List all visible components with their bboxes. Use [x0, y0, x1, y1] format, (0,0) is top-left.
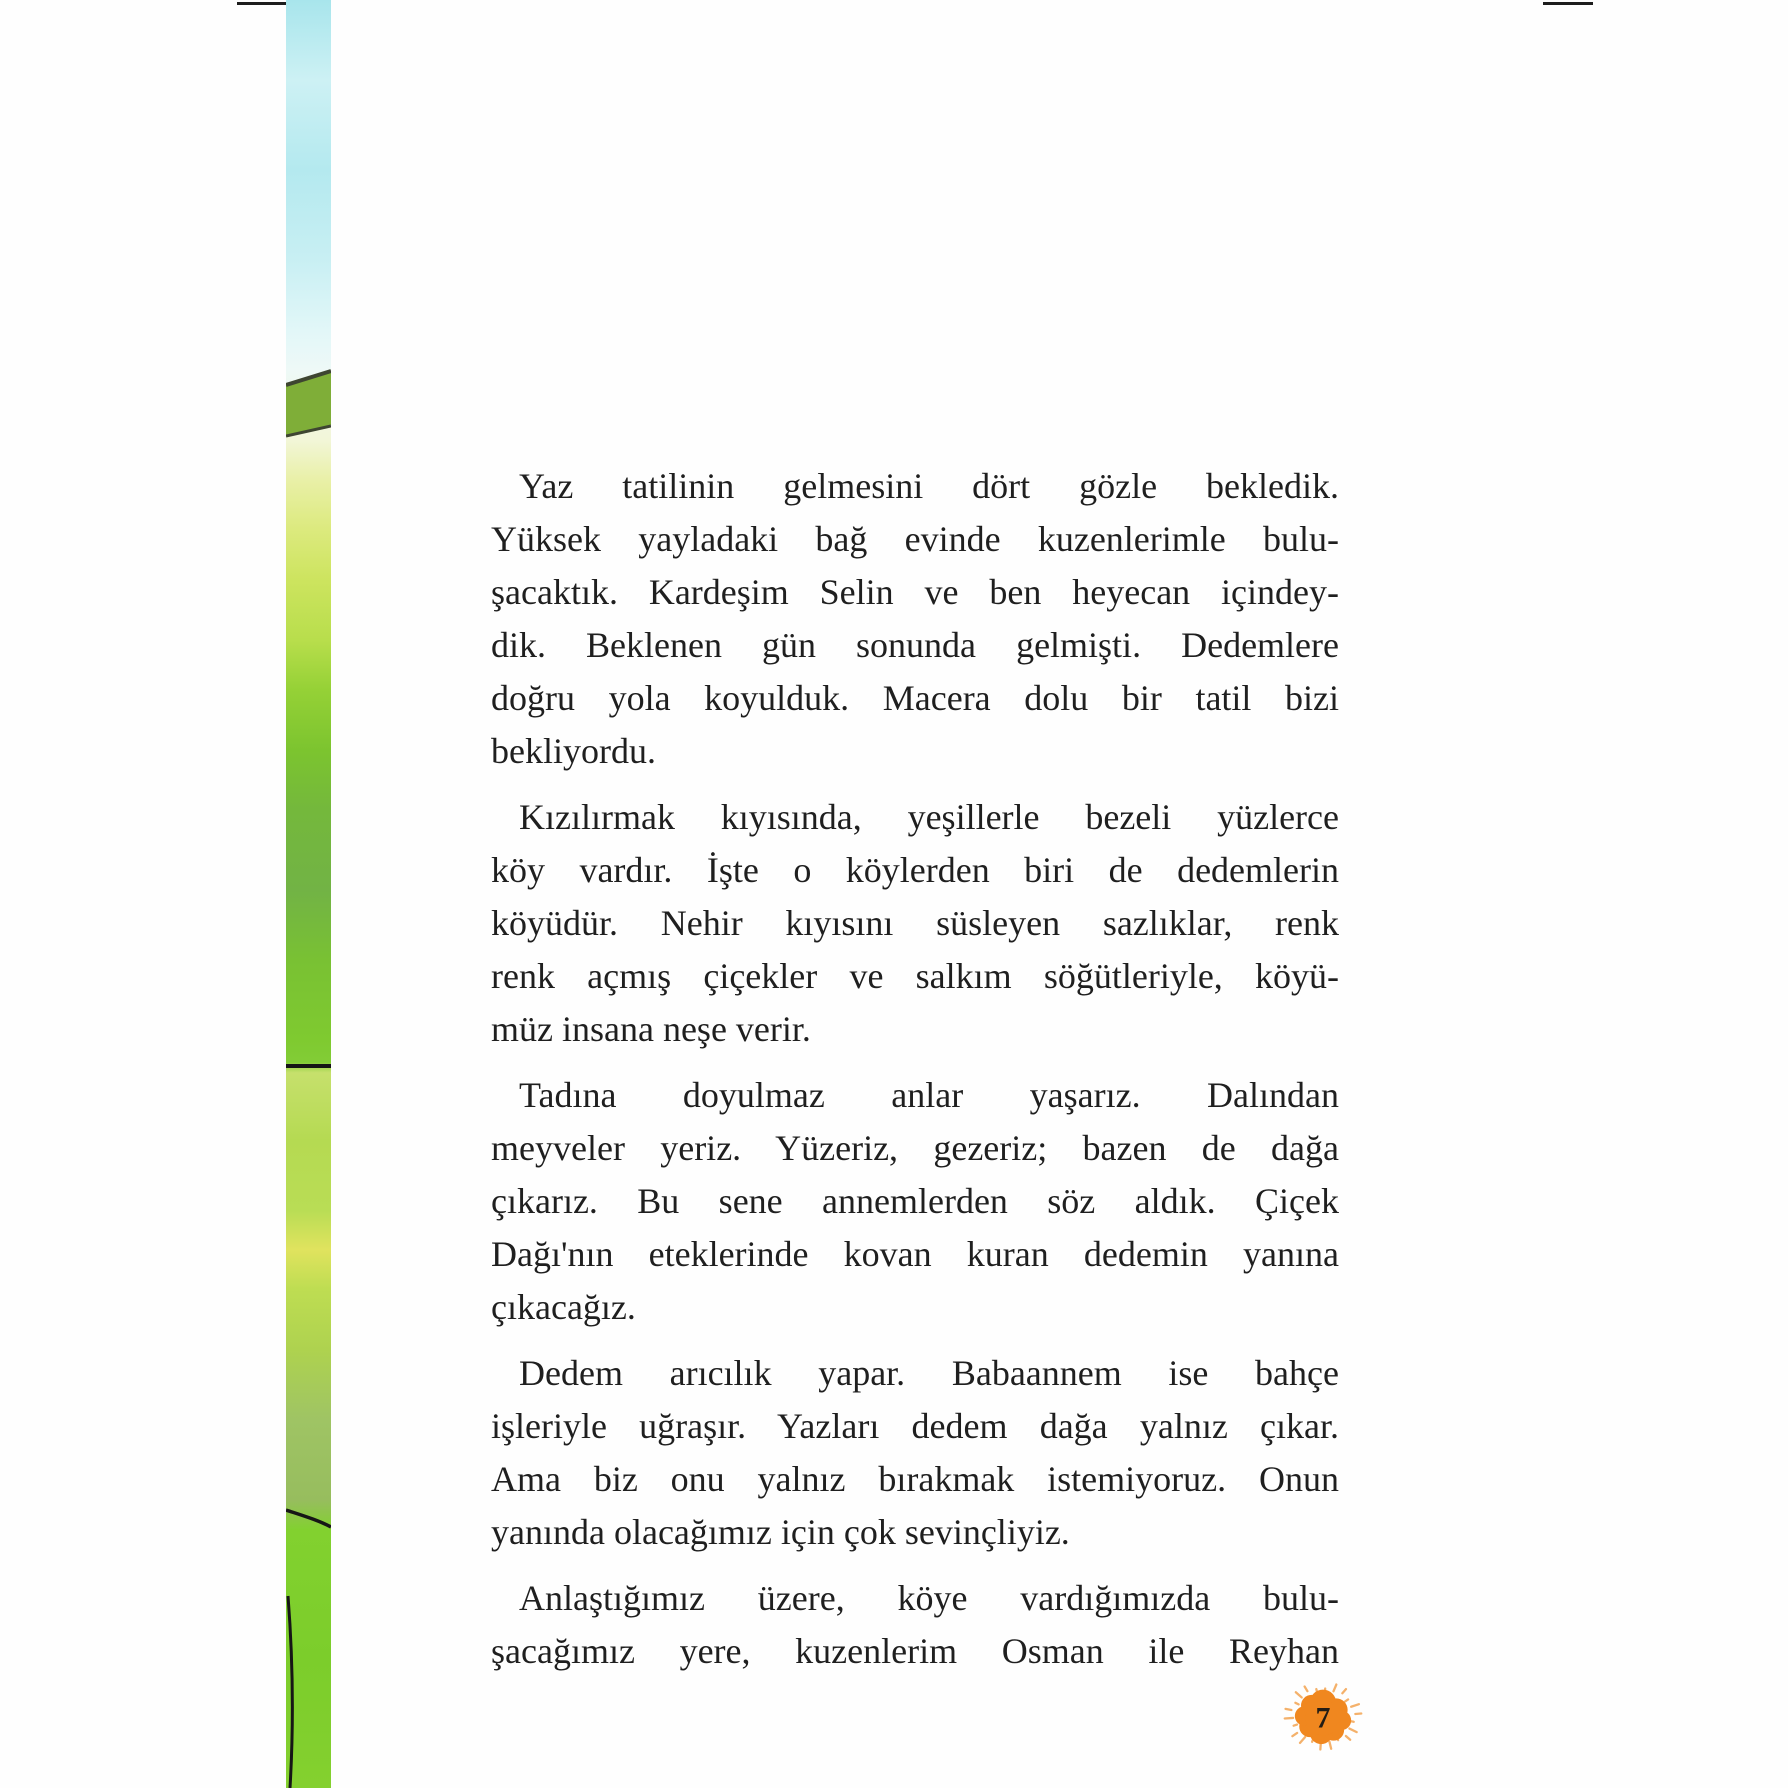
- text-line: renk açmış çiçekler ve salkım söğütleriyle, köyü-: [491, 956, 1339, 996]
- text-line: çıkacağız.: [491, 1287, 636, 1327]
- text-line: dik. Beklenen gün sonunda gelmişti. Dedemlere: [491, 625, 1339, 665]
- text-line: Kızılırmak kıyısında, yeşillerle bezeli yüzlerce: [519, 797, 1339, 837]
- paragraph-2: [491, 791, 1339, 1056]
- text-line: şacaktık. Kardeşim Selin ve ben heyecan içindey-: [491, 572, 1339, 612]
- text-line: yanında olacağımız için çok sevinçliyiz.: [491, 1512, 1070, 1552]
- text-line: müz insana neşe verir.: [491, 1009, 811, 1049]
- text-line: doğru yola koyulduk. Macera dolu bir tatil bizi: [491, 678, 1339, 718]
- text-line: çıkarız. Bu sene annemlerden söz aldık. Çiçek: [491, 1181, 1339, 1221]
- sun-icon: [1275, 1672, 1371, 1760]
- text-line: Ama biz onu yalnız bırakmak istemiyoruz. Onun: [491, 1459, 1339, 1499]
- text-line: Tadına doyulmaz anlar yaşarız. Dalından: [519, 1075, 1339, 1115]
- text-line: şacağımız yere, kuzenlerim Osman ile Reyhan: [491, 1631, 1339, 1671]
- text-line: Yaz tatilinin gelmesini dört gözle bekledik.: [519, 466, 1339, 506]
- text-line: meyveler yeriz. Yüzeriz, gezeriz; bazen de dağa: [491, 1128, 1339, 1168]
- page-number: 7: [1315, 1701, 1331, 1735]
- text-line: işleriyle uğraşır. Yazları dedem dağa yalnız çıkar.: [491, 1406, 1339, 1446]
- paragraph-5: [491, 1572, 1339, 1678]
- text-line: köy vardır. İşte o köylerden biri de dedemlerin: [491, 850, 1339, 890]
- text-line: köyüdür. Nehir kıyısını süsleyen sazlıklar, renk: [491, 903, 1339, 943]
- text-line: Yüksek yayladaki bağ evinde kuzenlerimle bulu-: [491, 519, 1339, 559]
- paragraph-4: [491, 1347, 1339, 1559]
- story-text: [491, 460, 1339, 1678]
- margin-watercolor-artwork: [286, 0, 331, 1788]
- crop-mark-right: [1543, 2, 1593, 5]
- horizon-line: [286, 1064, 331, 1068]
- watercolor-gradient-band: [286, 0, 331, 1788]
- paragraph-3: [491, 1069, 1339, 1334]
- watercolor-strip-illustration: [286, 0, 331, 1788]
- text-line: Dedem arıcılık yapar. Babaannem ise bahçe: [519, 1353, 1339, 1393]
- text-line: Anlaştığımız üzere, köye vardığımızda bulu-: [519, 1578, 1339, 1618]
- crop-mark-left: [237, 2, 287, 5]
- paragraph-1: [491, 460, 1339, 778]
- text-line: bekliyordu.: [491, 731, 656, 771]
- page-number-badge: [1275, 1672, 1371, 1760]
- text-line: Dağı'nın eteklerinde kovan kuran dedemin yanına: [491, 1234, 1339, 1274]
